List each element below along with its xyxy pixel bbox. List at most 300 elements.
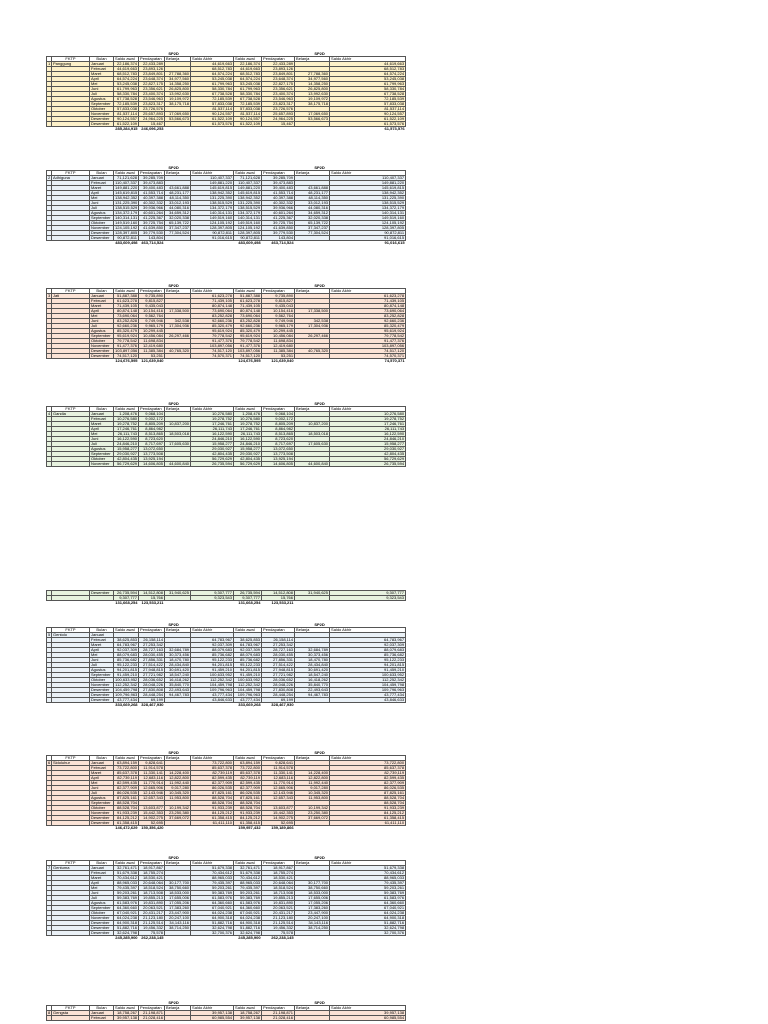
value-cell: 44,600,840 (165, 462, 191, 467)
total-cell: 121,639,040 (271, 358, 294, 363)
value-cell: 81,537,114 (234, 112, 262, 117)
header-saldo-akhir: Saldo Akhir (191, 628, 234, 633)
value-cell: 91,459,210 (330, 668, 406, 673)
value-cell: 83,252,828 (191, 314, 234, 319)
value-cell: 90,872,811 (114, 236, 139, 241)
value-cell: 67,738,528 (114, 97, 139, 102)
header-saldo-akhir: Saldo Akhir (191, 57, 234, 62)
total-cell: 483,609,498 (115, 240, 138, 245)
value-cell: 29,030,927 (330, 447, 406, 452)
value-cell: 10,299,445 (262, 329, 295, 334)
value-cell: 25,657,893 (262, 112, 295, 117)
value-cell: 61,623,278 (234, 299, 262, 304)
value-cell: 28,048,226 (262, 683, 295, 688)
value-cell: 64,783,967 (234, 643, 262, 648)
month-cell: Oktober (90, 221, 114, 226)
month-cell: Oktober (90, 339, 114, 344)
total-cell: 124,676,595 (238, 358, 261, 363)
value-cell: 37,669,072 (295, 816, 330, 821)
value-cell: 88,528,704 (234, 806, 262, 811)
value-cell: 100,633,952 (191, 673, 234, 678)
value-cell: 68,512,783 (234, 72, 262, 77)
total-cell: 328,467,930 (141, 702, 164, 707)
value-cell: 22,186,374 (234, 62, 262, 67)
value-cell: 112,252,342 (330, 678, 406, 683)
total-cell: 146,472,629 (115, 825, 138, 830)
value-cell: 40,601,264 (262, 211, 295, 216)
value-cell: 34,977,560 (165, 77, 191, 82)
value-cell: 39,725,754 (262, 221, 295, 226)
value-cell: 43,846,633 (330, 698, 406, 703)
value-cell: 39,779,530 (139, 231, 165, 236)
value-cell: 32,020,338 (295, 216, 330, 221)
table-row[interactable] (47, 462, 406, 467)
value-cell: 18,518,524 (262, 886, 295, 891)
group-label-left: SP2D (168, 751, 179, 755)
spacer-cell (295, 826, 330, 831)
data-table (46, 751, 406, 830)
total-cell (330, 936, 406, 941)
value-cell: 75,578 (262, 931, 295, 936)
value-cell: 53,245,038 (114, 82, 139, 87)
value-cell: 9,068,104 (139, 412, 165, 417)
value-cell: 13,072,650 (139, 447, 165, 452)
value-cell: 79,435,397 (114, 886, 139, 891)
row-number-cell: 5 (48, 632, 51, 637)
value-cell: 12,665,906 (139, 786, 165, 791)
month-cell: Maret (90, 72, 114, 77)
header-saldo-awal: Saldo awal (234, 289, 262, 294)
value-cell: 63,894,159 (234, 761, 262, 766)
value-cell: 41,225,367 (139, 216, 165, 221)
value-cell: 32,624,798 (191, 926, 234, 931)
value-cell: 56,729,629 (330, 457, 406, 462)
value-cell: 82,377,909 (114, 786, 139, 791)
month-cell: Agustus (90, 97, 114, 102)
value-cell: 27,253,342 (262, 643, 295, 648)
value-cell: 61,522,109 (330, 117, 406, 122)
value-cell: 149,881,220 (191, 181, 234, 186)
value-cell: 60,985,554 (191, 1016, 234, 1021)
value-cell: 90,124,557 (191, 112, 234, 117)
header-saldo-akhir: Saldo Akhir (191, 756, 234, 761)
value-cell: 18,547,240 (165, 673, 191, 678)
value-cell: 8,723,620 (139, 437, 165, 442)
value-cell: 51,887,388 (114, 294, 139, 299)
value-cell: 26,825,800 (295, 87, 330, 92)
value-cell: 13,072,650 (262, 447, 295, 452)
value-cell: 18,470,780 (295, 658, 330, 663)
value-cell: 26,735,594 (114, 591, 139, 596)
value-cell: 80,874,148 (234, 309, 262, 314)
value-cell: 71,121,628 (234, 176, 262, 181)
header-saldo-awal: Saldo awal (114, 57, 139, 62)
value-cell: 73,690,064 (114, 314, 139, 319)
value-cell: 18,530,421 (139, 876, 165, 881)
value-cell: 91,477,376 (114, 344, 139, 349)
value-cell: 18,518,524 (139, 886, 165, 891)
value-cell: 138,515,529 (191, 201, 234, 206)
spacer-cell (47, 127, 114, 132)
month-cell: Desember (90, 354, 114, 359)
value-cell: 82,739,119 (234, 776, 262, 781)
total-row (47, 936, 406, 941)
value-cell: 51,882,716 (330, 921, 406, 926)
value-cell: 26,158,114 (139, 638, 165, 643)
value-cell: 9,735,890 (139, 294, 165, 299)
month-cell: Mei (90, 314, 114, 319)
value-cell: 18,713,508 (262, 891, 295, 896)
value-cell (295, 1016, 330, 1021)
value-cell: 149,519,160 (330, 216, 406, 221)
row-number-cell: 8 (48, 1010, 51, 1015)
header-bulan: Bulan (90, 756, 114, 761)
value-cell: 17,304,936 (295, 324, 330, 329)
total-cell (234, 127, 262, 132)
value-cell: 43,661,888 (295, 186, 330, 191)
total-row (47, 703, 406, 708)
value-cell: 91,477,376 (191, 339, 234, 344)
value-cell: 24,846,210 (114, 442, 139, 447)
header-fktp: FKTP (52, 407, 90, 412)
value-cell: 124,105,192 (115, 225, 138, 230)
value-cell: 9,307,777 (330, 591, 406, 596)
value-cell: 92,660,236 (234, 324, 262, 329)
spacer-cell (295, 601, 330, 606)
value-cell: 40,397,388 (139, 196, 165, 201)
total-cell: 131,668,254 (238, 600, 261, 605)
value-cell: 19,831,890 (139, 901, 165, 906)
value-cell: 33,012,193 (165, 201, 191, 206)
value-cell: 12,143,946 (262, 791, 295, 796)
value-cell: 27,830,808 (139, 688, 165, 693)
month-cell: Mei (90, 82, 114, 87)
value-cell: 21,028,416 (262, 1016, 295, 1021)
value-cell: 88,528,704 (114, 801, 139, 806)
value-cell: 17,069,650 (295, 112, 330, 117)
sheet-block (46, 52, 405, 131)
value-cell: 29,030,927 (191, 447, 234, 452)
row-number-cell: 2 (48, 175, 51, 180)
value-cell: 40,302,332 (139, 201, 165, 206)
value-cell: 10,154,416 (262, 309, 295, 314)
value-cell: 140,314,131 (330, 211, 406, 216)
total-cell (191, 936, 234, 941)
value-cell: 88,528,704 (330, 796, 406, 801)
month-cell: September (90, 334, 114, 339)
value-cell: 37,669,072 (165, 816, 191, 821)
value-cell: 109,796,963 (330, 688, 406, 693)
value-cell: 48,114,350 (165, 196, 191, 201)
total-cell: 483,609,498 (238, 240, 261, 245)
value-cell: 91,933,239 (114, 811, 139, 816)
value-cell: 37,347,237 (295, 226, 330, 231)
value-cell: 41,639,850 (262, 226, 295, 231)
value-cell: 30,373,456 (295, 653, 330, 658)
value-cell: 94,467,783 (165, 693, 191, 698)
value-cell: 14,228,400 (165, 771, 191, 776)
spacer-cell (47, 703, 114, 708)
total-cell (165, 703, 191, 708)
value-cell: 61,522,109 (114, 122, 139, 127)
value-cell: 124,105,192 (330, 221, 406, 226)
header-belanja: Belanja (295, 171, 330, 176)
value-cell: 9,815,827 (262, 299, 295, 304)
value-cell: 17,055,206 (165, 901, 191, 906)
value-cell: 51,679,338 (191, 866, 234, 871)
value-cell: 95,619,924 (330, 329, 406, 334)
month-cell: Desember (90, 591, 114, 596)
header-saldo-awal: Saldo awal (234, 407, 262, 412)
header-fktp: FKTP (52, 289, 90, 294)
value-cell: 59,383,769 (330, 891, 406, 896)
month-cell: Agustus (90, 796, 114, 801)
value-cell: 85,637,378 (114, 771, 139, 776)
group-label-right: SP2D (314, 52, 325, 56)
value-cell: 22,493,643 (295, 688, 330, 693)
value-cell: 31,940,625 (295, 591, 330, 596)
value-cell: 73,722,800 (191, 761, 234, 766)
value-cell: 57,833,038 (234, 107, 262, 112)
total-cell: 131,668,254 (115, 600, 138, 605)
value-cell: 81,537,114 (191, 107, 234, 112)
header-saldo-awal: Saldo awal (114, 171, 139, 176)
header-bulan: Bulan (90, 628, 114, 633)
value-cell: 39,779,530 (262, 231, 295, 236)
header-belanja: Belanja (295, 756, 330, 761)
value-cell: 34,977,560 (295, 77, 330, 82)
value-cell: 112,252,342 (115, 682, 138, 687)
value-cell: 88,528,704 (330, 801, 406, 806)
month-cell: April (90, 191, 114, 196)
value-cell: 124,105,192 (191, 221, 234, 226)
value-cell: 41,553,714 (139, 191, 165, 196)
value-cell: 131,225,390 (191, 196, 234, 201)
value-cell: 64,024,238 (234, 916, 262, 921)
value-cell: 68,512,783 (330, 67, 406, 72)
value-cell: 88,079,683 (330, 648, 406, 653)
fktp-name-cell: Gandia (52, 412, 90, 417)
header-belanja: Belanja (295, 289, 330, 294)
value-cell: 9,749,946 (262, 319, 295, 324)
value-cell: 24,846,210 (330, 437, 406, 442)
value-cell: 38,175,718 (165, 102, 191, 107)
month-cell: Mei (90, 196, 114, 201)
value-cell: 11,914,578 (262, 766, 295, 771)
value-cell: 70,434,612 (330, 871, 406, 876)
header-bulan: Bulan (90, 171, 114, 176)
value-cell: 10,276,580 (191, 412, 234, 417)
value-cell: 84,125,212 (234, 816, 262, 821)
sheet-block (46, 402, 405, 467)
value-cell: 37,347,237 (165, 226, 191, 231)
value-cell: 40,601,264 (139, 211, 165, 216)
spacer-cell (295, 936, 330, 941)
value-cell: 44,619,663 (191, 62, 234, 67)
month-cell: April (90, 881, 114, 886)
value-cell: 26,111,743 (330, 427, 406, 432)
total-cell (191, 703, 234, 708)
value-cell: 26,735,594 (234, 591, 262, 596)
value-cell: 74,570,371 (191, 354, 234, 359)
value-cell: 9,002,172 (139, 417, 165, 422)
value-cell: 14,228,400 (295, 771, 330, 776)
value-cell: 10,199,342 (165, 806, 191, 811)
value-cell: 28,434,840 (165, 663, 191, 668)
value-cell: 9,435,043 (139, 304, 165, 309)
value-cell: 23,447,900 (165, 911, 191, 916)
group-label-right: SP2D (314, 856, 325, 860)
value-cell: 87,825,161 (191, 791, 234, 796)
header-saldo-awal: Saldo awal (114, 407, 139, 412)
value-cell: 95,122,233 (191, 658, 234, 663)
value-cell: 23,893,126 (262, 67, 295, 72)
value-cell: 61,623,278 (114, 299, 139, 304)
value-cell: 79,778,542 (191, 334, 234, 339)
value-cell: 42,804,435 (114, 457, 139, 462)
value-cell: 75,578 (139, 931, 165, 936)
header-pendapatan: Pendapatan (139, 171, 165, 176)
value-cell: 11,953,800 (295, 796, 330, 801)
value-cell: 81,537,114 (330, 107, 406, 112)
month-cell: September (90, 673, 114, 678)
value-cell: 27,830,808 (262, 688, 295, 693)
value-cell: 91,477,376 (330, 339, 406, 344)
value-cell: 59,383,769 (234, 896, 262, 901)
value-cell: 59,203,261 (191, 886, 234, 891)
value-cell: 84,125,212 (191, 811, 234, 816)
value-cell: 64,360,660 (234, 906, 262, 911)
value-cell: 38,175,718 (295, 102, 330, 107)
value-cell: 61,573,576 (330, 122, 406, 127)
value-cell: 27,721,982 (139, 673, 165, 678)
group-label-right: SP2D (314, 402, 325, 406)
month-cell: Desember (90, 693, 114, 698)
value-cell: 14,606,805 (139, 462, 165, 467)
value-cell: 26,297,466 (295, 334, 330, 339)
header-belanja: Belanja (165, 756, 191, 761)
value-cell: 42,804,435 (234, 457, 262, 462)
value-cell: 71,439,105 (234, 304, 262, 309)
value-cell: 90,124,557 (330, 112, 406, 117)
value-cell: 84,125,212 (114, 816, 139, 821)
value-cell: 27,856,331 (262, 658, 295, 663)
value-cell: 26,735,594 (191, 462, 234, 467)
value-cell: 53,245,038 (330, 77, 406, 82)
value-cell: 38,714,250 (165, 926, 191, 931)
value-cell: 57,833,038 (191, 102, 234, 107)
value-cell: 82,739,119 (191, 771, 234, 776)
total-cell: 333,669,268 (238, 702, 261, 707)
value-cell: 143,804 (139, 236, 165, 241)
month-cell: Agustus (90, 211, 114, 216)
value-cell: 131,225,390 (234, 201, 262, 206)
value-cell: 64,783,967 (191, 638, 234, 643)
value-cell: 69,199 (139, 698, 165, 703)
fktp-name-cell: Panggung (52, 62, 90, 67)
sheet-block (46, 284, 405, 363)
value-cell: 145,619,815 (330, 186, 406, 191)
total-cell: 262,238,145 (141, 935, 164, 940)
value-cell: 110,407,337 (115, 180, 138, 185)
fktp-name-cell: Adhiguna (52, 176, 90, 181)
value-cell: 82,599,435 (330, 776, 406, 781)
value-cell: 60,985,554 (330, 1016, 406, 1021)
header-belanja: Belanja (295, 1006, 330, 1011)
value-cell: 17,338,500 (295, 309, 330, 314)
value-cell: 18,470,780 (165, 658, 191, 663)
month-cell: November (90, 112, 114, 117)
value-cell: 61,411,110 (191, 821, 234, 826)
value-cell: 19,855,213 (262, 896, 295, 901)
header-saldo-awal: Saldo awal (114, 289, 139, 294)
value-cell: 15,467 (262, 122, 295, 127)
value-cell: 85,637,378 (330, 766, 406, 771)
value-cell: 32,624,798 (234, 931, 262, 936)
value-cell: 79,778,542 (234, 339, 262, 344)
total-cell: 262,238,145 (271, 935, 294, 940)
month-cell: Desember (90, 231, 114, 236)
value-cell: 43,777,434 (114, 698, 139, 703)
value-cell: 13,992,630 (165, 92, 191, 97)
value-cell: 11,330,141 (262, 771, 295, 776)
value-cell: 35,840,770 (165, 683, 191, 688)
value-cell: 72,185,539 (234, 102, 262, 107)
value-cell: 94,201,815 (114, 668, 139, 673)
value-cell: 19,109,972 (295, 97, 330, 102)
total-cell: 463,714,524 (141, 240, 164, 245)
value-cell: 59,203,261 (234, 891, 262, 896)
value-cell: 94,467,783 (295, 693, 330, 698)
value-cell: 10,837,200 (295, 422, 330, 427)
header-pendapatan: Pendapatan (139, 57, 165, 62)
value-cell: 17,055,206 (295, 901, 330, 906)
group-label-right: SP2D (314, 284, 325, 288)
value-cell: 18,758,267 (114, 1011, 139, 1016)
value-cell: 39,473,883 (262, 181, 295, 186)
value-cell: 22,186,374 (114, 62, 139, 67)
value-cell: 23,849,801 (139, 72, 165, 77)
value-cell: 41,225,367 (262, 216, 295, 221)
total-row (47, 241, 406, 246)
value-cell: 82,377,909 (234, 786, 262, 791)
value-cell: 88,528,704 (114, 806, 139, 811)
value-cell: 18,503,018 (165, 432, 191, 437)
row-number-cell: 1 (48, 61, 51, 66)
value-cell: 104,459,798 (115, 687, 138, 692)
group-label-left: SP2D (168, 402, 179, 406)
value-cell: 128,397,805 (330, 226, 406, 231)
month-cell: Maret (90, 422, 114, 427)
value-cell: 85,736,682 (114, 658, 139, 663)
group-label-right: SP2D (314, 623, 325, 627)
data-table (46, 166, 406, 245)
value-cell: 10,276,580 (330, 412, 406, 417)
value-cell: 23,250,380 (295, 811, 330, 816)
value-cell: 28,727,163 (262, 648, 295, 653)
value-cell: 26,111,743 (114, 432, 139, 437)
value-cell: 44,080,316 (295, 206, 330, 211)
value-cell: 68,512,783 (114, 72, 139, 77)
value-cell: 30,691,420 (165, 668, 191, 673)
table-row[interactable] (47, 1016, 406, 1021)
header-saldo-akhir: Saldo Akhir (191, 171, 234, 176)
header-saldo-awal: Saldo awal (234, 861, 262, 866)
value-cell: 10,345,320 (165, 791, 191, 796)
value-cell: 15,958,277 (191, 442, 234, 447)
value-cell: 149,519,160 (234, 221, 262, 226)
value-cell: 43,777,434 (191, 693, 234, 698)
